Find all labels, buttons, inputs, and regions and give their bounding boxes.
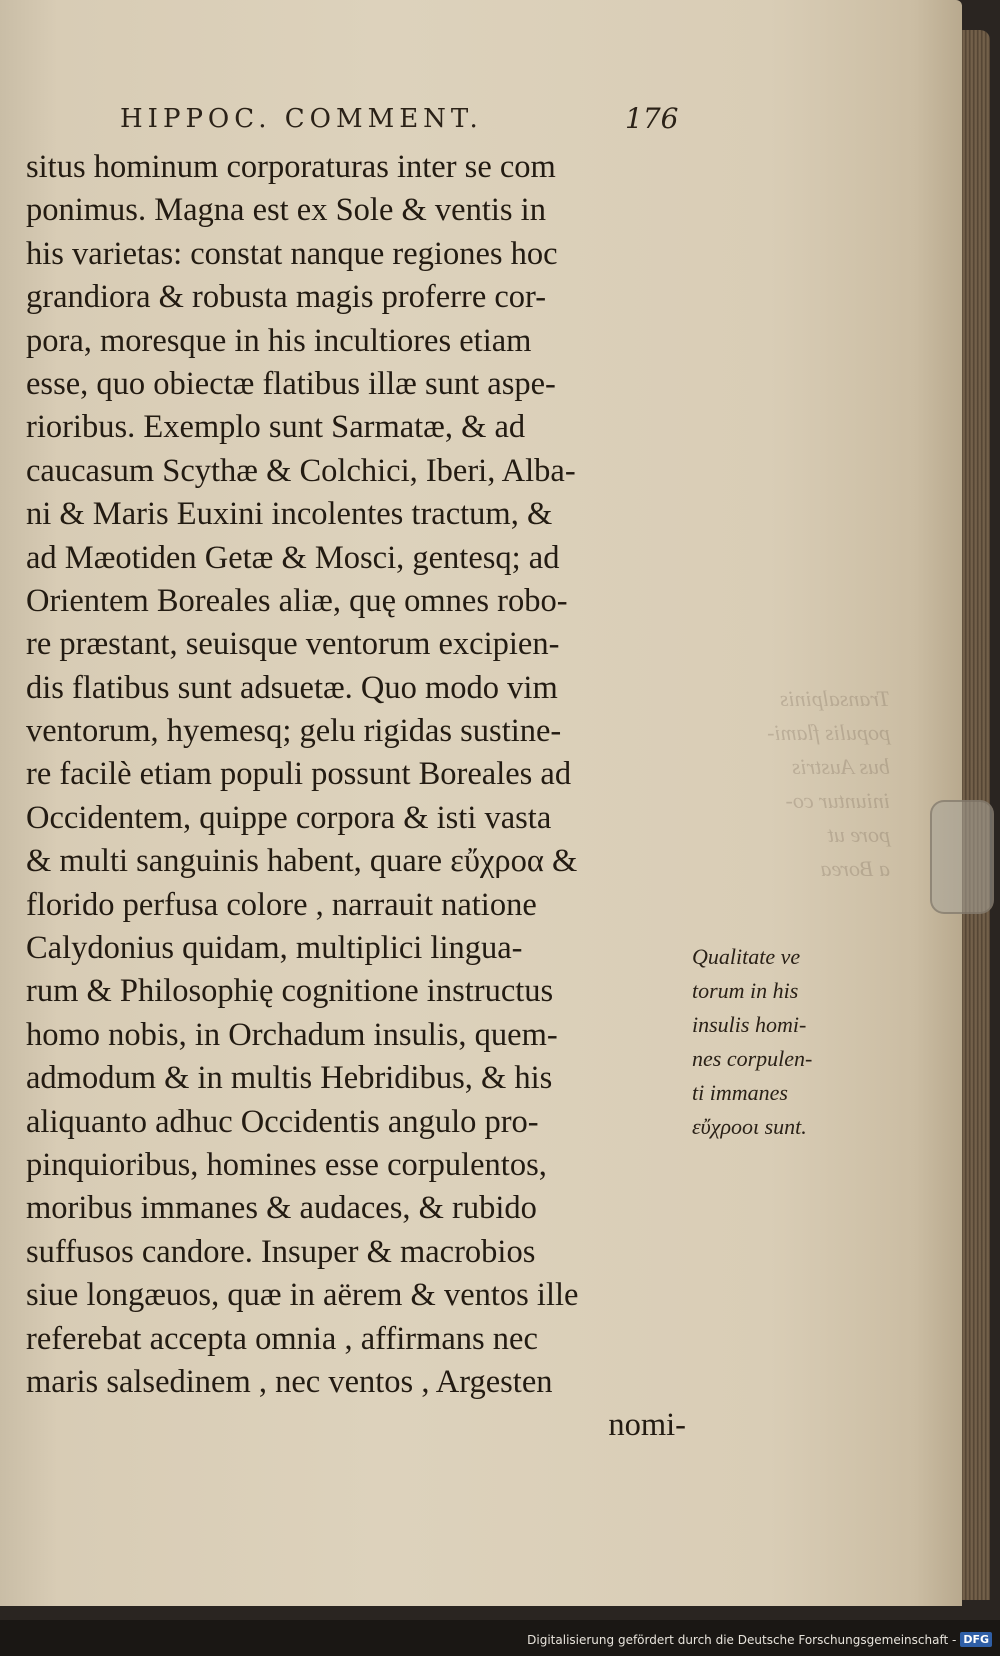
text-line: caucasum Scythæ & Colchici, Iberi, Alba- [26, 452, 576, 489]
marginal-note-line: torum in his [692, 978, 799, 1003]
bleed-through-line: a Borea [820, 856, 890, 881]
marginal-note-line: nes corpulen- [692, 1046, 813, 1071]
dfg-logo-icon: DFG [960, 1632, 992, 1647]
text-line: & multi sanguinis habent, quare εὔχροα & [26, 843, 578, 880]
bleed-through-line: pore ut [827, 822, 890, 847]
marginal-note-line: Qualitate ve [692, 944, 801, 969]
bleed-through-line: populis flami- [767, 720, 890, 745]
text-line: dis flatibus sunt adsuetæ. Quo modo vim [26, 669, 558, 706]
text-line: rum & Philosophię cognitione instructus [26, 973, 554, 1010]
bleed-through-line: bus Austris [791, 754, 890, 779]
running-title: HIPPOC. COMMENT. [120, 104, 483, 134]
text-line: Calydonius quidam, multiplici lingua- [26, 930, 523, 967]
text-line: siue longæuos, quæ in aërem & ventos ille [26, 1277, 579, 1314]
main-text-block [26, 146, 691, 1448]
credit-text: Digitalisierung gefördert durch die Deutsche Forschungsgemeinschaft - [527, 1632, 957, 1647]
marginal-note-line: εὔχροοι sunt. [692, 1114, 807, 1139]
page-number: 176 [625, 102, 679, 135]
marginal-note-line: ti immanes [692, 1080, 788, 1105]
text-line: Occidentem, quippe corpora & isti vasta [26, 799, 552, 836]
page-clip-tab [930, 800, 994, 914]
text-line: aliquanto adhuc Occidentis angulo pro- [26, 1103, 539, 1140]
text-line: moribus immanes & audaces, & rubido [26, 1190, 537, 1227]
text-line: homo nobis, in Orchadum insulis, quem- [26, 1016, 558, 1053]
text-line: suffusos candore. Insuper & macrobios [26, 1233, 536, 1270]
text-line: ad Mæotiden Getæ & Mosci, gentesq; ad [26, 539, 560, 576]
catchword: nomi- [608, 1407, 686, 1444]
text-line: maris salsedinem , nec ventos , Argesten [26, 1363, 553, 1400]
bleed-through-line: Transalpinis [779, 686, 890, 711]
digitization-credit [527, 1632, 992, 1647]
text-line: referebat accepta omnia , affirmans nec [26, 1320, 538, 1357]
bleed-through-text [700, 682, 890, 886]
bleed-through-line: iniuntur co- [785, 788, 890, 813]
marginal-note [692, 940, 872, 1144]
text-line: Orientem Boreales aliæ, quę omnes robo- [26, 582, 568, 619]
text-line: rioribus. Exemplo sunt Sarmatæ, & ad [26, 409, 526, 446]
text-line: pora, moresque in his incultiores etiam [26, 322, 532, 359]
text-line: pinquioribus, homines esse corpulentos, [26, 1146, 547, 1183]
text-line: ventorum, hyemesq; gelu rigidas sustine- [26, 713, 562, 750]
text-line: ponimus. Magna est ex Sole & ventis in [26, 192, 546, 229]
text-line: admodum & in multis Hebridibus, & his [26, 1060, 553, 1097]
text-line: his varietas: constat nanque regiones hoc [26, 235, 558, 272]
footer-bar [0, 1620, 1000, 1656]
text-line: re facilè etiam populi possunt Boreales ad [26, 756, 572, 793]
text-line: florido perfusa colore , narrauit natione [26, 886, 537, 923]
running-header [120, 104, 680, 134]
text-line: grandiora & robusta magis proferre cor- [26, 279, 547, 316]
marginal-note-line: insulis homi- [692, 1012, 807, 1037]
text-line: ni & Maris Euxini incolentes tractum, & [26, 496, 553, 533]
text-line: situs hominum corporaturas inter se com [26, 149, 556, 185]
text-line: re præstant, seuisque ventorum excipien- [26, 626, 560, 663]
text-line: esse, quo obiectæ flatibus illæ sunt aspe- [26, 365, 556, 402]
